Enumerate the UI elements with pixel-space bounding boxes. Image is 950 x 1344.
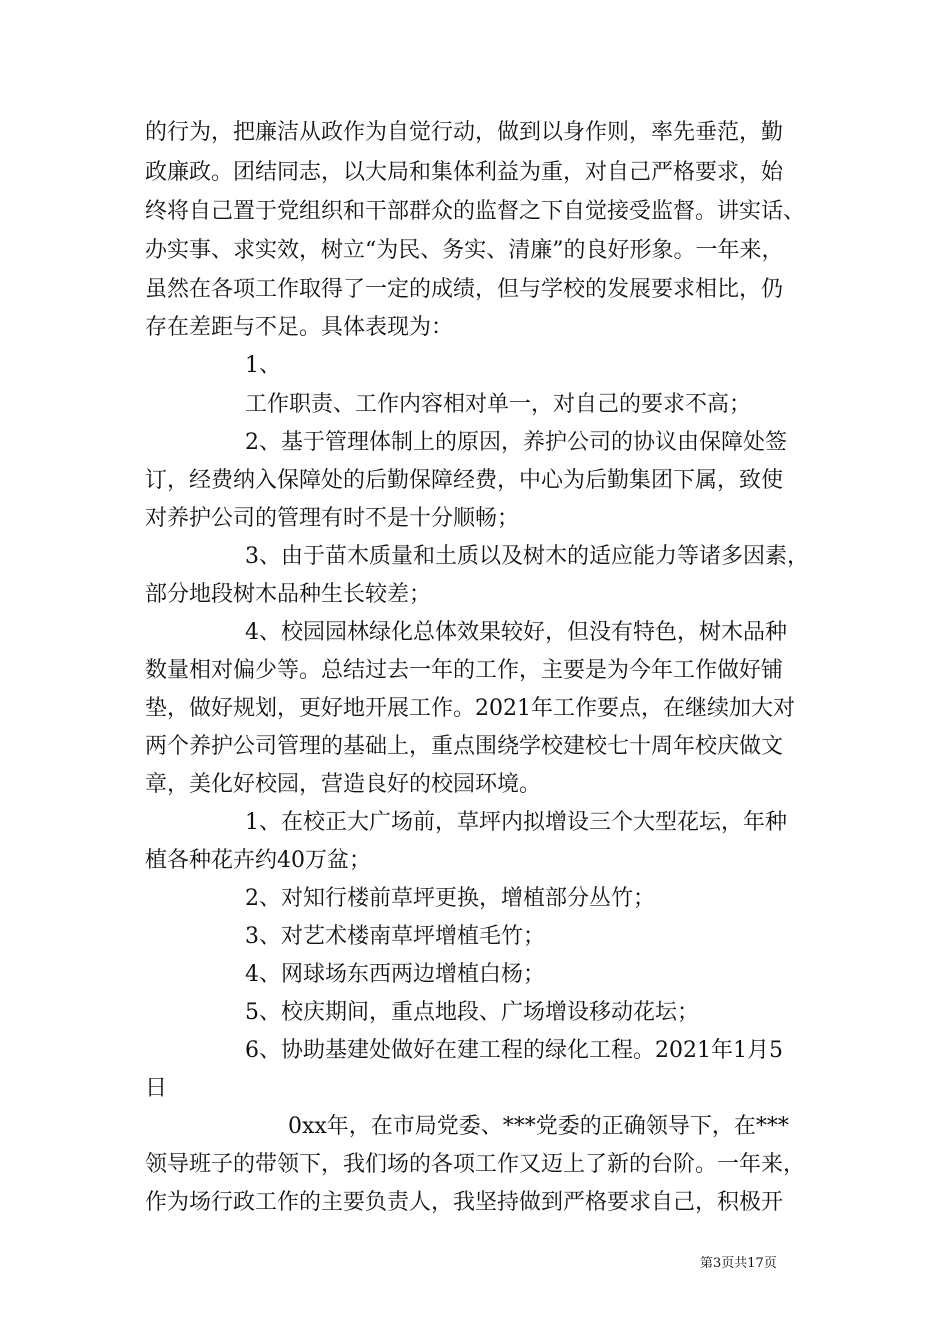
text-line: 植各种花卉约40万盆； xyxy=(145,848,371,873)
text-line: 存在差距与不足。具体表现为： xyxy=(145,315,454,340)
text-line: 领导班子的带领下，我们场的各项工作又迈上了新的台阶。一年来， xyxy=(145,1152,806,1177)
text-line: 3、对艺术楼南草坪增植毛竹； xyxy=(245,924,545,949)
text-line: 部分地段树木品种生长较差； xyxy=(145,582,432,607)
text-line: 虽然在各项工作取得了一定的成绩，但与学校的发展要求相比，仍 xyxy=(145,277,784,302)
text-line: 4、校园园林绿化总体效果较好，但没有特色，树木品种 xyxy=(245,620,787,645)
text-line: 工作职责、工作内容相对单一，对自己的要求不高； xyxy=(245,392,752,417)
text-line: 章，美化好校园，营造良好的校园环境。 xyxy=(145,772,542,797)
text-line: 5、校庆期间，重点地段、广场增设移动花坛； xyxy=(245,1000,699,1025)
text-line: 终将自己置于党组织和干部群众的监督之下自觉接受监督。讲实话、 xyxy=(145,199,806,224)
text-line: 办实事、求实效，树立“为民、务实、清廉”的良好形象。一年来， xyxy=(145,238,784,263)
text-line: 政廉政。团结同志，以大局和集体利益为重，对自己严格要求，始 xyxy=(145,160,784,185)
text-line: 数量相对偏少等。总结过去一年的工作，主要是为今年工作做好铺 xyxy=(145,658,784,683)
text-line: 垫，做好规划，更好地开展工作。2021年工作要点，在继续加大对 xyxy=(145,696,795,721)
list-number: 1、 xyxy=(245,353,281,378)
text-line: 0xx年，在市局党委、***党委的正确领导下，在*** xyxy=(288,1114,789,1139)
text-line: 1、在校正大广场前，草坪内拟增设三个大型花坛，年种 xyxy=(245,810,787,835)
text-line: 2、基于管理体制上的原因，养护公司的协议由保障处签 xyxy=(245,430,787,455)
text-line: 两个养护公司管理的基础上，重点围绕学校建校七十周年校庆做文 xyxy=(145,734,784,759)
text-line: 日 xyxy=(145,1076,168,1101)
text-line: 2、对知行楼前草坪更换，增植部分丛竹； xyxy=(245,886,655,911)
text-line: 对养护公司的管理有时不是十分顺畅； xyxy=(145,506,520,531)
text-line: 4、网球场东西两边增植白杨； xyxy=(245,962,545,987)
text-line: 订，经费纳入保障处的后勤保障经费，中心为后勤集团下属，致使 xyxy=(145,468,784,493)
text-line: 6、协助基建处做好在建工程的绿化工程。2021年1月5 xyxy=(245,1038,783,1063)
text-line: 3、由于苗木质量和土质以及树木的适应能力等诸多因素， xyxy=(245,544,809,569)
text-line: 的行为，把廉洁从政作为自觉行动，做到以身作则，率先垂范，勤 xyxy=(145,120,784,145)
page-number: 第3页共17页 xyxy=(700,1256,777,1271)
text-line: 作为场行政工作的主要负责人，我坚持做到严格要求自己，积极开 xyxy=(145,1190,784,1215)
